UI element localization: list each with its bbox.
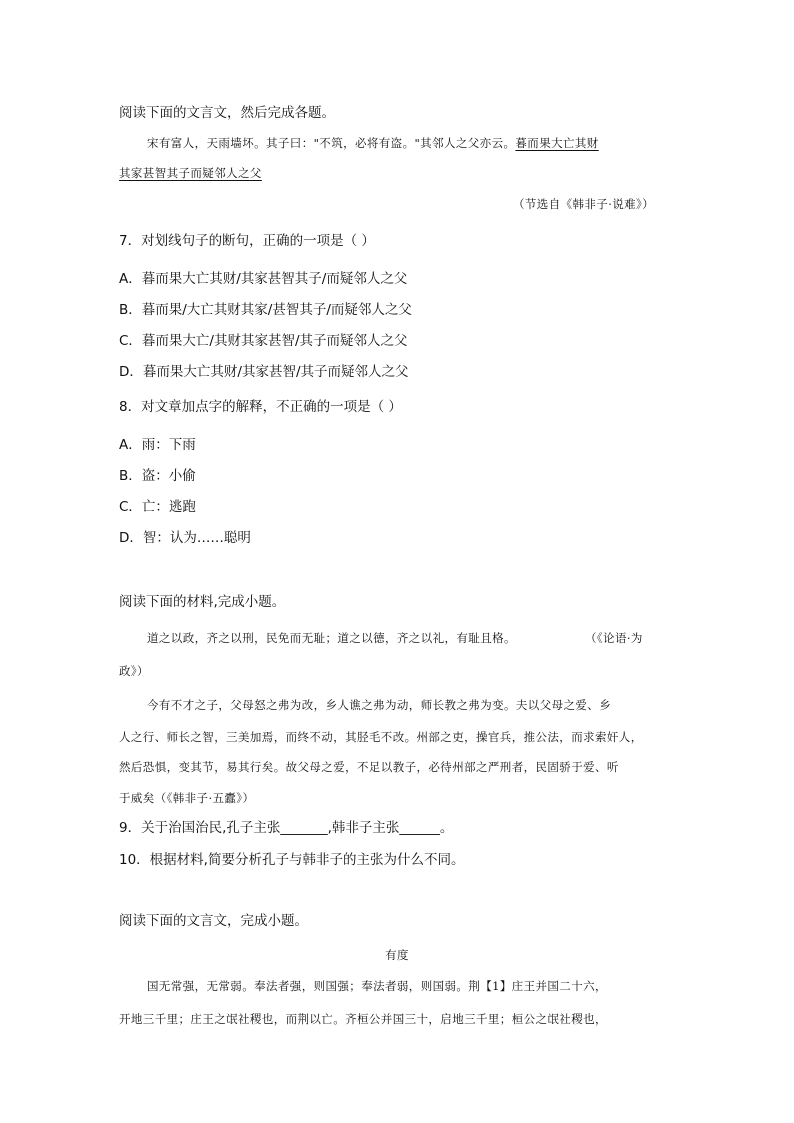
question-9: 9．关于治国治民,孔子主张_______,韩非子主张______。 [119,820,454,836]
q8-option-d: D．智：认为……聪明 [119,530,251,546]
q7-option-d: D．暮而果大亡其财/其家甚智/其子而疑邻人之父 [119,364,409,380]
passage-line-1 [147,134,599,152]
q8-option-b: B．盗：小偷 [119,468,196,484]
hanfei-line-1: 今有不才之子，父母怒之弗为改，乡人谯之弗为动，师长教之弗为变。夫以父母之爱、乡 [147,698,612,712]
passage-title: 有度 [385,948,409,962]
q7-option-a: A．暮而果大亡其财/其家甚智其子/而疑邻人之父 [119,271,408,287]
q8-option-c: C．亡：逃跑 [119,499,196,515]
q7-option-c: C．暮而果大亡/其财其家甚智/其子而疑邻人之父 [119,333,408,349]
hanfei-line-2: 人之行、师长之智，三美加焉，而终不动，其胫毛不改。州部之吏，操官兵，推公法，而求索奸人， [119,730,643,744]
passage-line-1-plain: 宋有富人，天雨墙坏。其子曰："不筑，必将有盗。"其邻人之父亦云。 [147,136,516,150]
passage-underlined-end: 其家甚智其子而疑邻人之父 [119,166,262,180]
passage-source: （节选自《韩非子·说难》） [513,197,655,211]
question-10: 10．根据材料,简要分析孔子与韩非子的主张为什么不同。 [119,852,465,868]
section3-instruction: 阅读下面的文言文，完成小题。 [119,913,308,929]
youdu-line-2: 开地三千里；庄王之氓社稷也，而荆以亡。齐桓公并国三十，启地三千里；桓公之氓社稷也， [119,1012,607,1026]
hanfei-line-3: 然后恐惧，变其节，易其行矣。故父母之爱，不足以教子，必待州部之严刑者，民固骄于爱、听 [119,760,619,774]
section1-instruction: 阅读下面的文言文，然后完成各题。 [119,105,335,121]
question-7-stem: 7．对划线句子的断句，正确的一项是（ ） [119,233,375,249]
question-8-stem: 8．对文章加点字的解释，不正确的一项是（ ） [119,399,402,415]
section2-instruction: 阅读下面的材料,完成小题。 [119,594,286,610]
q7-option-b: B．暮而果/大亡其财其家/甚智其子/而疑邻人之父 [119,302,412,318]
lunyu-source-b: 政》） [119,664,149,678]
q8-option-a: A．雨：下雨 [119,437,196,453]
passage-underlined-start: 暮而果大亡其财 [515,136,599,150]
lunyu-source-a: （《论语·为 [585,631,643,645]
lunyu-passage: 道之以政，齐之以刑，民免而无耻；道之以德，齐之以礼，有耻且格。 [147,631,516,645]
hanfei-line-4: 于威矣（《韩非子·五蠹》） [119,791,255,805]
youdu-line-1: 国无常强，无常弱。奉法者强，则国强；奉法者弱，则国弱。荆【1】庄王并国二十六， [147,979,607,993]
